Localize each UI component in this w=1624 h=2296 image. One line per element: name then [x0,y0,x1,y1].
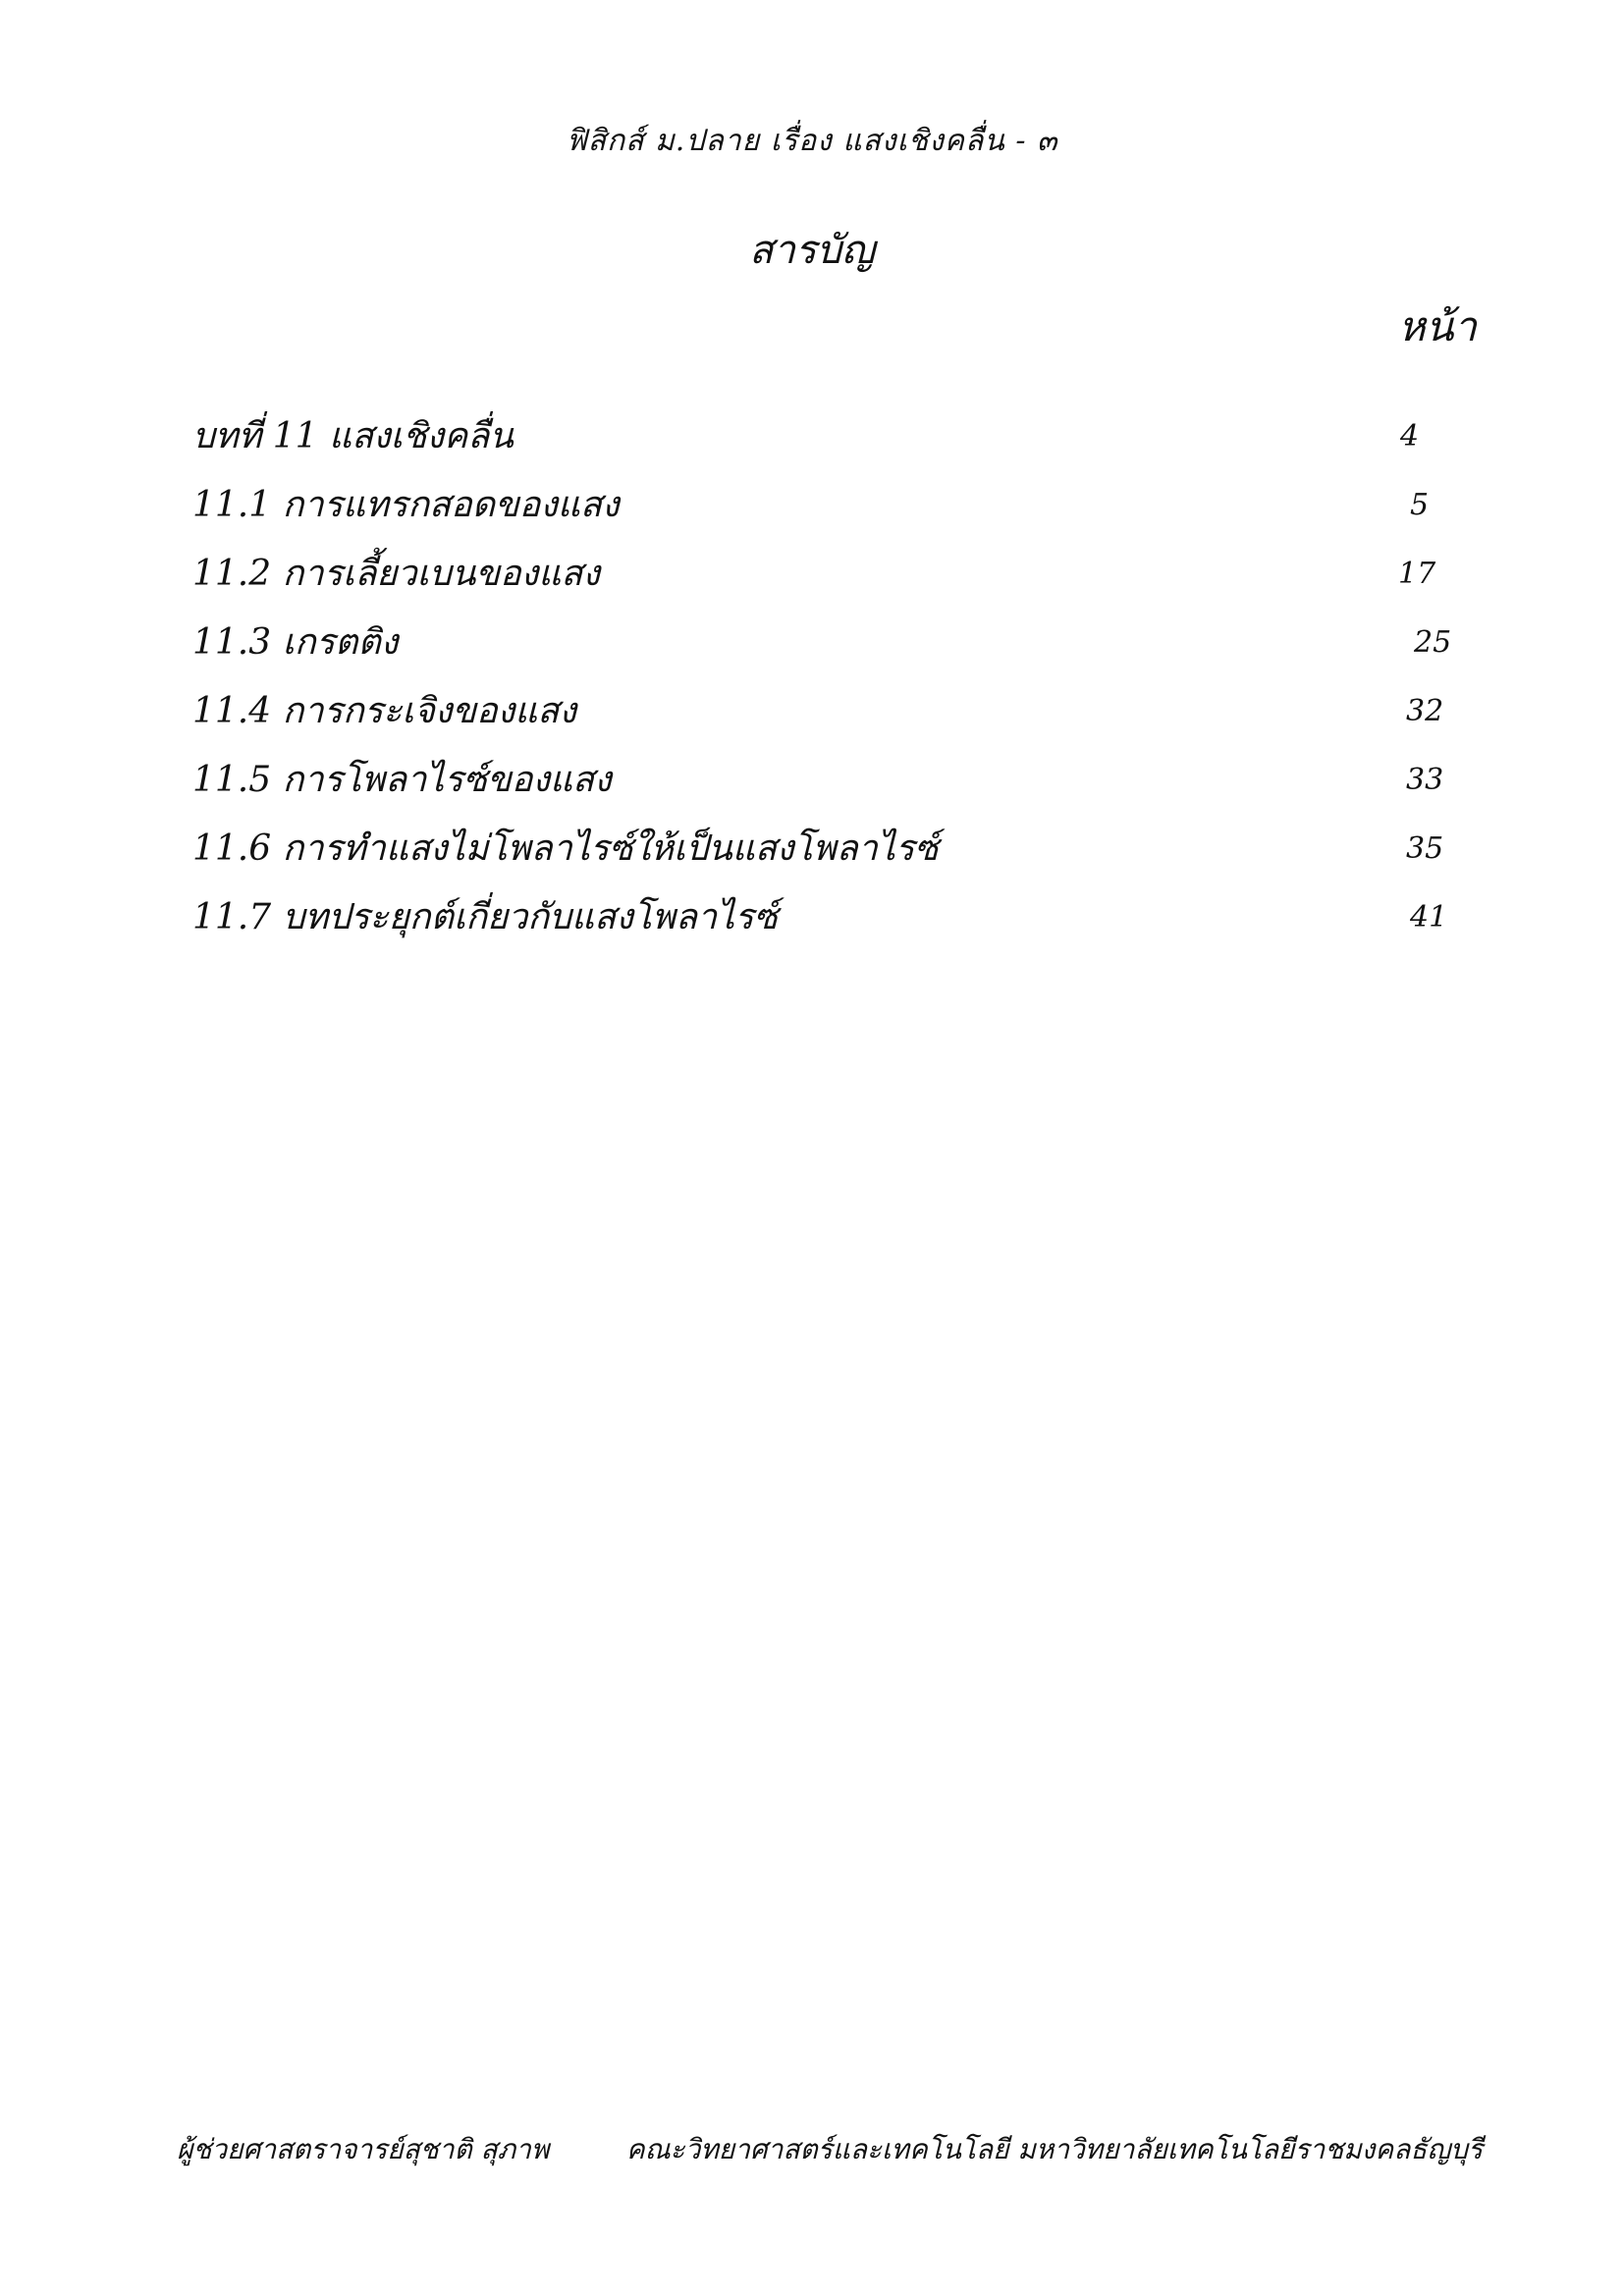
toc-entry-label: 11.2 การเลี้ยวเบนของแสง [192,554,600,594]
toc-title: สารบัญ [749,228,875,273]
toc-entry-11-3[interactable] [192,609,1469,677]
table-of-contents [192,402,1469,952]
running-header: ฟิสิกส์ ม.ปลาย เรื่อง แสงเชิงคลื่น - ๓ [566,124,1058,158]
toc-entry-label: บทที่ 11 แสงเชิงคลื่น [192,416,514,456]
footer-author: ผู้ช่วยศาสตราจารย์สุชาติ สุภาพ [177,2133,550,2165]
toc-entry-page: 33 [1406,763,1444,797]
toc-entry-label: 11.7 บทประยุกต์เกี่ยวกับแสงโพลาไรซ์ [192,897,779,937]
toc-entry-page: 41 [1410,900,1448,934]
toc-entry-11-5[interactable] [192,746,1469,815]
toc-entry-label: 11.4 การกระเจิงของแสง [192,691,576,731]
toc-entry-page: 5 [1410,488,1430,522]
toc-entry-11-1[interactable] [192,471,1469,540]
toc-entry-label: 11.1 การแทรกสอดของแสง [192,485,620,525]
footer-affiliation: คณะวิทยาศาสตร์และเทคโนโลยี มหาวิทยาลัยเทคโนโลยีราชมงคลธัญบุรี [625,2133,1483,2165]
toc-entry-11-6[interactable] [192,815,1469,883]
toc-entry-page: 32 [1406,694,1444,728]
toc-entry-label: 11.5 การโพลาไรซ์ของแสง [192,760,612,800]
toc-entry-page: 17 [1398,557,1436,591]
toc-entry-page: 25 [1414,625,1452,660]
toc-entry-label: 11.6 การทำแสงไม่โพลาไรซ์ให้เป็นแสงโพลาไรซ์ [192,828,939,869]
toc-entry-11-4[interactable] [192,677,1469,746]
toc-entry-page: 4 [1400,419,1420,454]
toc-entry-11-7[interactable] [192,883,1469,952]
toc-entry-page: 35 [1406,831,1444,866]
toc-entry-chapter-11[interactable] [192,402,1469,471]
page-column-heading: หน้า [1398,302,1477,350]
toc-entry-label: 11.3 เกรตติง [192,622,399,663]
toc-entry-11-2[interactable] [192,540,1469,609]
